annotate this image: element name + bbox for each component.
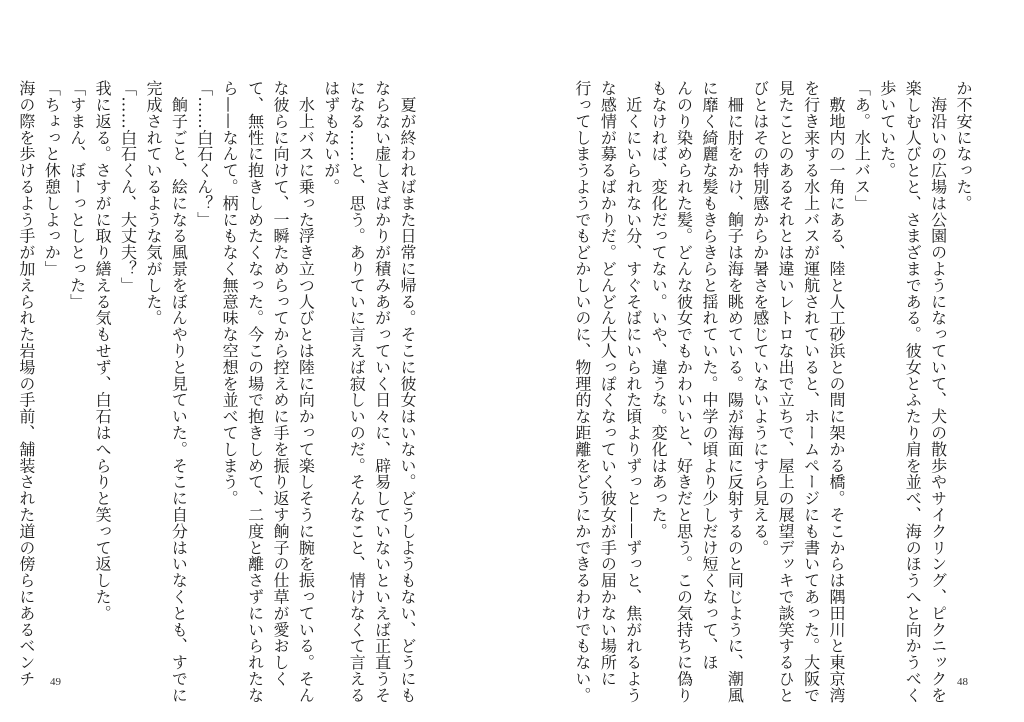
- text-line: 「ちょっと休憩しよっか」: [42, 80, 62, 277]
- text-line: 夏が終わればまた日常に帰る。そこに彼女はいない。どうしようもない、どうにも: [398, 80, 417, 704]
- text-line: に靡く綺麗な髪もきらきらと揺れていた。中学の頃より少しだけ短くなって、ほ: [699, 80, 719, 671]
- text-line: になる……と、思う。ありていに言えば寂しいのだ。そんなこと、情けなくて言える: [347, 80, 367, 704]
- page-number: 48: [957, 676, 968, 688]
- text-line: もなければ、変化だってない。いや、違うな。変化はあった。: [649, 80, 669, 540]
- text-line: 「すまん、ぼーっとしとった」: [67, 80, 87, 310]
- text-line: びとはその特別感からか暑さを感じていないようにすら見える。: [750, 80, 770, 556]
- text-line: 近くにいられない分、すぐそばにいられた頃よりずっと——ずっと、焦がれるよう: [623, 80, 643, 704]
- text-line: 餉子ごと、絵になる風景をぼんやりと見ていた。そこに自分はいなくとも、すでに: [169, 80, 189, 704]
- text-line: 敷地内の一角にある、陸と人工砂浜との間に架かる橋。そこからは隅田川と東京湾: [826, 80, 846, 704]
- text-line: て、無性に抱きしめたくなった。今この場で抱きしめて、二度と離さずにいられたな: [245, 80, 265, 704]
- text-line: 「あ。水上バス」: [852, 80, 872, 212]
- page-number: 49: [50, 676, 61, 688]
- text-line: 完成されているような気がした。: [143, 80, 163, 326]
- text-line: を行き来する水上バスが運航されていると、ホームページにも書いてあった。大阪で: [801, 80, 821, 704]
- text-line: はずもないが。: [321, 80, 341, 195]
- text-line: か不安になった。: [954, 80, 973, 212]
- text-line: な彼らに向けて、一瞬ためらってから控えめに手を振り返す餉子の仕草が愛おしく: [270, 80, 290, 687]
- text-line: な感情が募るばかりだ。どんどん大人っぽくなっていく彼女が手の届かない場所に: [598, 80, 618, 687]
- text-line: 我に返る。さすがに取り繕える気もせず、白石はへらりと笑って返した。: [93, 80, 113, 622]
- text-line: 見たことのあるそれとは違いレトロな出で立ちで、屋上の展望デッキで談笑するひと: [776, 80, 796, 704]
- text-line: 海沿いの広場は公園のようになっていて、犬の散歩やサイクリング、ピクニックを: [928, 80, 948, 704]
- text-line: 「……白石くん、大丈夫？」: [118, 80, 138, 294]
- text-line: 水上バスに乗った浮き立つ人びとは陸に向かって楽しそうに腕を振っている。そん: [296, 80, 316, 704]
- text-line: ならない虚しさばかりが積みあがっていく日々に、辟易していないといえば正直うそ: [372, 80, 392, 704]
- right-page: [512, 0, 1024, 722]
- text-line: 「……白石くん？」: [194, 80, 214, 228]
- text-line: 楽しむ人びとと、さまざまである。彼女とふたり肩を並べ、海のほうへと向かうべく: [903, 80, 923, 704]
- text-line: ら——なんて。柄にもなく無意味な空想を並べてしまう。: [220, 80, 240, 507]
- text-line: 海の際を歩けるよう手が加えられた岩場の手前、舗装された道の傍らにあるベンチ: [16, 80, 36, 687]
- text-line: んのり染められた髪。どんな彼女でもかわいいと、好きだと思う。この気持ちに偽り: [674, 80, 694, 704]
- text-line: 柵に肘をかけ、餉子は海を眺めている。陽が海面に反射するのと同じように、潮風: [725, 80, 745, 704]
- text-line: 行ってしまうようでもどかしいのに、物理的な距離をどうにかできるわけでもない。: [572, 80, 592, 704]
- text-line: 歩いていた。: [877, 80, 897, 179]
